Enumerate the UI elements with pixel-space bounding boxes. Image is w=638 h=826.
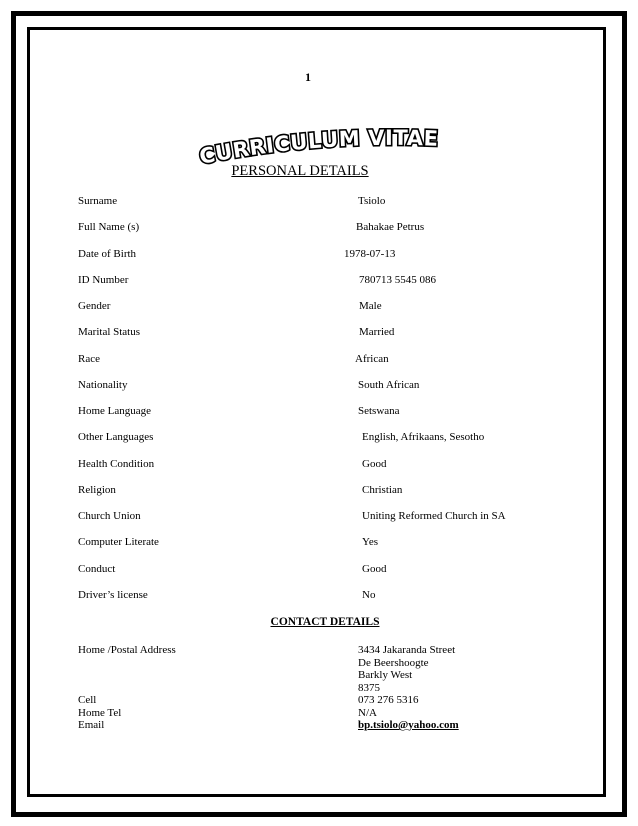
personal-row xyxy=(78,458,548,474)
personal-row xyxy=(78,300,548,316)
personal-row xyxy=(78,536,548,552)
personal-row xyxy=(78,484,548,500)
cv-title-wordart xyxy=(195,128,445,168)
home-tel-value: N/A xyxy=(358,706,377,719)
personal-details-heading: PERSONAL DETAILS xyxy=(231,163,369,179)
svg-text:CURRICULUM VITAE xyxy=(197,128,439,168)
address-line-4: 8375 xyxy=(358,681,380,694)
personal-row xyxy=(78,248,548,264)
personal-row-value: Setswana xyxy=(358,405,400,417)
personal-row-value: Married xyxy=(359,326,395,339)
personal-row-label: Nationality xyxy=(78,378,128,391)
personal-row xyxy=(78,221,548,237)
personal-row xyxy=(78,431,548,447)
personal-row-label: Date of Birth xyxy=(78,247,137,260)
contact-values xyxy=(358,644,459,732)
address-line-1: 3434 Jakaranda Street xyxy=(358,644,456,656)
cell-value: 073 276 5316 xyxy=(358,694,419,706)
address-line-3: Barkly West xyxy=(358,669,413,681)
personal-row-value: 1978-07-13 xyxy=(344,247,396,260)
personal-row-label: Race xyxy=(78,352,100,365)
email-link[interactable]: bp.tsiolo@yahoo.com xyxy=(358,719,459,731)
address-line-2: De Beershoogte xyxy=(358,656,429,669)
personal-row xyxy=(78,589,548,605)
personal-row xyxy=(78,326,548,342)
personal-row-label: Other Languages xyxy=(78,431,154,444)
contact-details-heading: CONTACT DETAILS xyxy=(270,616,380,628)
personal-row-value: Male xyxy=(359,300,382,312)
personal-row-value: Yes xyxy=(362,536,379,549)
personal-row-value: Bahakae Petrus xyxy=(356,221,425,234)
personal-row-label: Religion xyxy=(78,483,116,496)
personal-row-value: Uniting Reformed Church in SA xyxy=(362,510,506,522)
personal-row-label: Driver’s license xyxy=(78,588,148,601)
personal-row-label: Computer Literate xyxy=(78,536,159,549)
personal-row-value: Good xyxy=(362,457,387,470)
email-label: Email xyxy=(78,719,105,731)
personal-row-value: Good xyxy=(362,562,387,575)
personal-row-label: Health Condition xyxy=(78,457,155,470)
contact-labels xyxy=(78,644,176,732)
personal-row-label: ID Number xyxy=(78,273,129,286)
cell-label: Cell xyxy=(78,694,97,706)
personal-row-value: African xyxy=(355,352,389,365)
personal-row-value: 780713 5545 086 xyxy=(359,273,436,286)
cv-title-text: CURRICULUM VITAE xyxy=(197,128,439,168)
personal-row-value: No xyxy=(362,588,376,601)
personal-row-label: Church Union xyxy=(78,510,141,522)
personal-row xyxy=(78,195,548,211)
personal-row-value: English, Afrikaans, Sesotho xyxy=(362,431,485,444)
personal-row xyxy=(78,563,548,579)
home-tel-label: Home Tel xyxy=(78,706,122,719)
personal-row xyxy=(78,510,548,526)
address-label: Home /Postal Address xyxy=(78,644,176,656)
personal-row-label: Home Language xyxy=(78,405,151,417)
personal-row xyxy=(78,379,548,395)
personal-row-label: Full Name (s) xyxy=(78,221,140,234)
personal-row-label: Gender xyxy=(78,300,111,312)
personal-row-value: Christian xyxy=(362,483,403,496)
personal-row-label: Marital Status xyxy=(78,326,141,339)
personal-row-value: Tsiolo xyxy=(358,195,386,207)
page-number: 1 xyxy=(305,70,311,84)
personal-row-value: South African xyxy=(358,378,420,391)
personal-row-label: Surname xyxy=(78,195,118,207)
personal-row-label: Conduct xyxy=(78,562,116,575)
personal-row xyxy=(78,353,548,369)
personal-row xyxy=(78,274,548,290)
personal-row xyxy=(78,405,548,421)
